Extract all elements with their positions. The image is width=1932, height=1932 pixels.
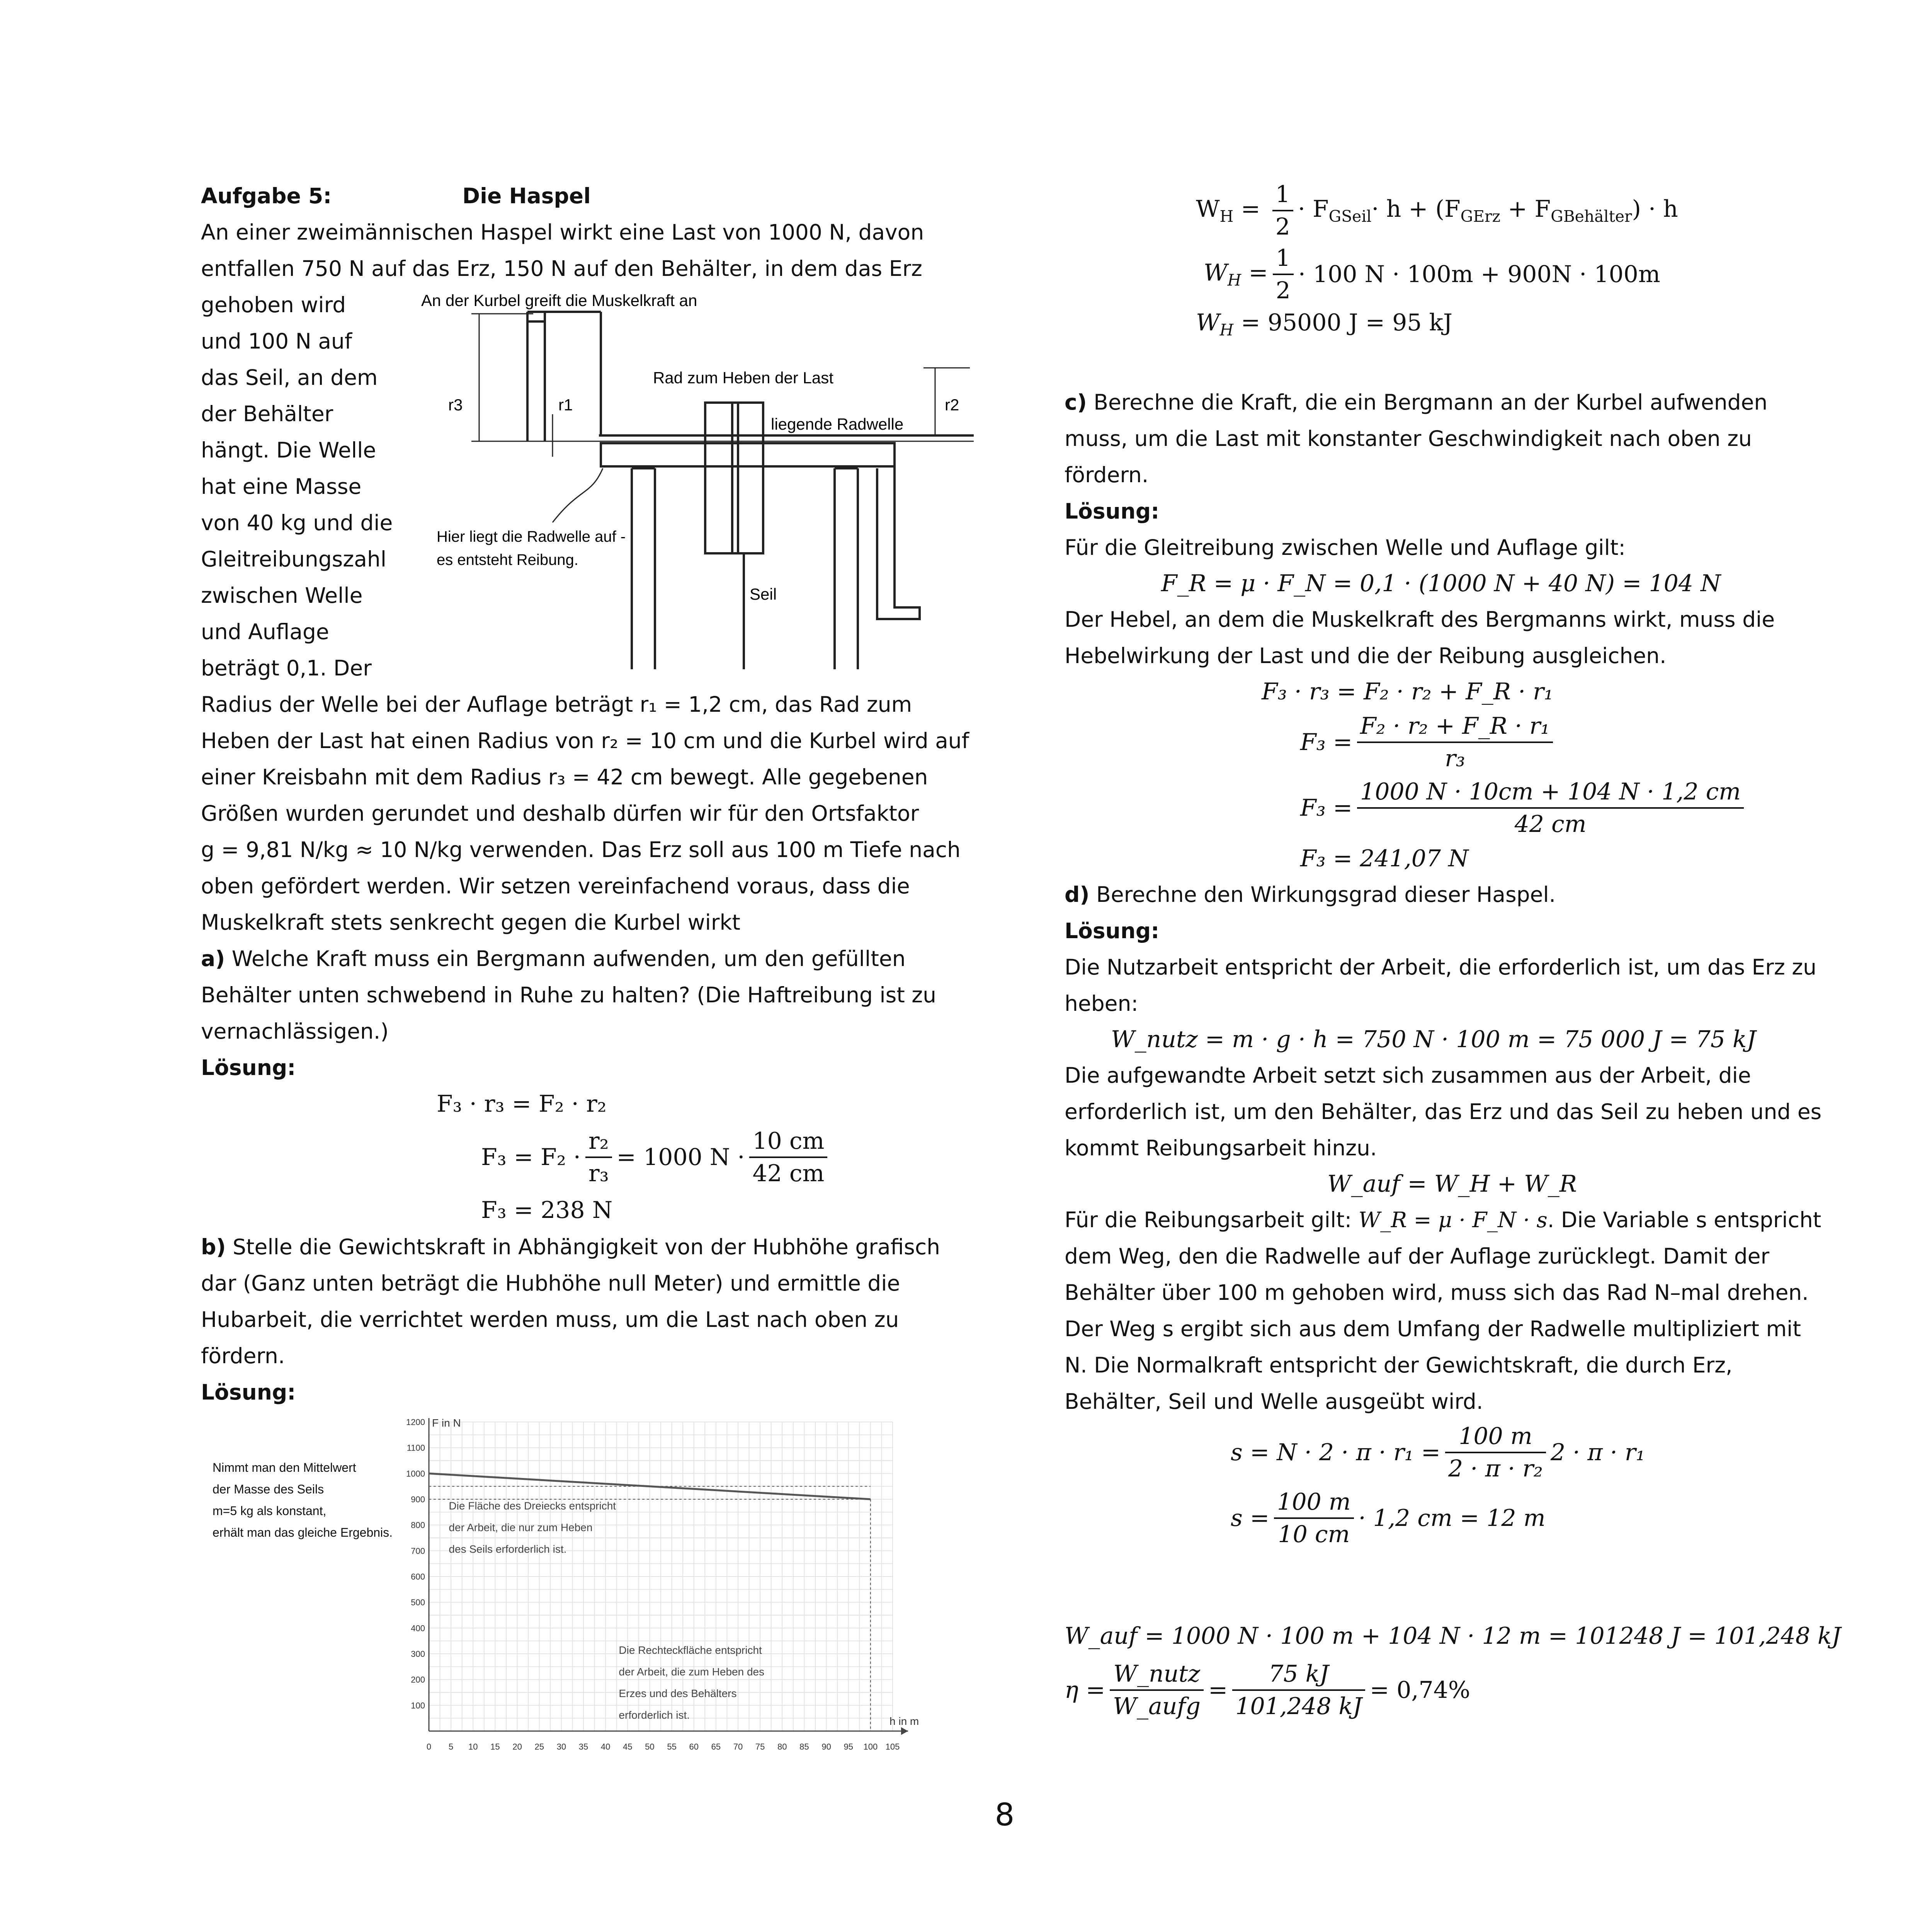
y-tick-label: 500 <box>411 1597 425 1607</box>
annotation-triangle: der Arbeit, die nur zum Heben <box>449 1521 593 1534</box>
y-tick-label: 700 <box>411 1546 425 1556</box>
x-tick-label: 90 <box>821 1742 831 1752</box>
task-line: Heben der Last hat einen Radius von r₂ = 10 cm und die Kurbel wird auf <box>201 728 969 753</box>
numerator: r₂ <box>585 1126 612 1158</box>
annotation-triangle: des Seils erforderlich ist. <box>449 1543 567 1555</box>
equation <box>1262 709 1833 775</box>
equation-part: F₃ = <box>1300 729 1353 756</box>
equation: W_auf = W_H + W_R <box>1327 1170 1577 1197</box>
wrap-line: zwischen Welle <box>201 583 363 608</box>
text-part: Für die Reibungsarbeit gilt: <box>1065 1208 1359 1232</box>
subscript: GErz <box>1460 207 1501 226</box>
y-tick-label: 600 <box>411 1572 425 1582</box>
equation <box>1196 303 1833 349</box>
denominator: 42 cm <box>1514 811 1587 838</box>
part-d-text: Der Weg s ergibt sich aus dem Umfang der Radwelle multipliziert mit <box>1065 1316 1801 1341</box>
label-auflage: es entsteht Reibung. <box>437 551 578 568</box>
equation-part: F₃ = F₂ · <box>481 1144 581 1171</box>
part-d-text <box>1065 1202 1833 1238</box>
numerator: 75 kJ <box>1232 1658 1365 1691</box>
equation <box>1231 1420 1833 1485</box>
x-axis-arrow <box>901 1727 908 1735</box>
support-left <box>632 468 655 669</box>
x-tick-label: 100 <box>863 1742 878 1752</box>
part-d-text: kommt Reibungsarbeit hinzu. <box>1065 1136 1377 1160</box>
x-tick-label: 0 <box>426 1742 432 1752</box>
equation: F₃ · r₃ = F₂ · r₂ <box>437 1090 607 1117</box>
equation-part: · 1,2 cm = 12 m <box>1358 1505 1546 1532</box>
part-c-line: muss, um die Last mit konstanter Geschwindigkeit nach oben zu <box>1065 426 1752 451</box>
inline-equation: W_R = μ · F_N · s <box>1358 1208 1548 1232</box>
denominator: r₃ <box>588 1160 609 1187</box>
equation-part: 2 · π · r₁ <box>1550 1439 1645 1466</box>
part-c-line: fördern. <box>1065 463 1149 487</box>
task-line: g = 9,81 N/kg ≈ 10 N/kg verwenden. Das Erz soll aus 100 m Tiefe nach <box>201 837 961 862</box>
shaft-shape <box>601 443 895 466</box>
equation-part: = 1000 N · <box>616 1144 745 1171</box>
numerator: 100 m <box>1445 1421 1546 1453</box>
wrap-line: hängt. Die Welle <box>201 438 376 463</box>
denominator: W_aufg <box>1113 1693 1201 1720</box>
y-axis-label: F in N <box>432 1417 461 1429</box>
subscript: GBehälter <box>1551 207 1632 226</box>
note-line: m=5 kg als konstant, <box>213 1504 327 1518</box>
equation-part: + F <box>1500 196 1551 223</box>
x-tick-label: 20 <box>512 1742 522 1752</box>
y-tick-label: 100 <box>411 1701 425 1711</box>
denominator: 101,248 kJ <box>1235 1693 1362 1720</box>
x-tick-label: 10 <box>468 1742 478 1752</box>
fraction <box>1445 1421 1546 1484</box>
equation-part: = <box>1208 1677 1228 1704</box>
wrap-line: von 40 kg und die <box>201 510 393 535</box>
x-tick-label: 75 <box>755 1742 765 1752</box>
equation-part: W <box>1204 259 1228 286</box>
x-tick-label: 30 <box>556 1742 566 1752</box>
label-auflage: Hier liegt die Radwelle auf - <box>437 528 626 545</box>
equation-part: · F <box>1298 196 1329 223</box>
part-c-text: Der Hebel, an dem die Muskelkraft des Bergmanns wirkt, muss die <box>1065 607 1775 632</box>
label-seil: Seil <box>750 585 777 603</box>
force-height-chart <box>394 1410 951 1770</box>
equation: F_R = μ · F_N = 0,1 · (1000 N + 40 N) = 104 N <box>1161 570 1721 597</box>
y-tick-label: 1100 <box>406 1443 425 1453</box>
x-tick-label: 45 <box>623 1742 633 1752</box>
part-a-equations <box>201 1086 970 1229</box>
intro-line: entfallen 750 N auf das Erz, 150 N auf den Behälter, in dem das Erz <box>201 256 922 281</box>
fraction <box>1272 179 1293 242</box>
label-r2: r2 <box>945 396 959 414</box>
part-d-line: Berechne den Wirkungsgrad dieser Haspel. <box>1089 882 1556 907</box>
part-a-solution-label: Lösung: <box>201 1055 296 1080</box>
note-line: erhält man das gleiche Ergebnis. <box>213 1526 393 1539</box>
part-d-text: N. Die Normalkraft entspricht der Gewichtskraft, die durch Erz, <box>1065 1353 1733 1378</box>
subscript: H <box>1219 321 1234 339</box>
x-tick-label: 25 <box>534 1742 544 1752</box>
x-tick-label: 50 <box>645 1742 655 1752</box>
equation: F₃ · r₃ = F₂ · r₂ + F_R · r₁ <box>1262 678 1553 705</box>
task-number: Aufgabe 5: <box>201 184 332 208</box>
part-c-line: Berechne die Kraft, die ein Bergmann an der Kurbel aufwenden <box>1087 390 1768 415</box>
part-c-text: Hebelwirkung der Last und die der Reibung ausgleichen. <box>1065 643 1667 668</box>
x-tick-label: 35 <box>578 1742 588 1752</box>
part-b-line: dar (Ganz unten beträgt die Hubhöhe null Meter) und ermittle die <box>201 1271 900 1296</box>
y-tick-label: 800 <box>411 1520 425 1530</box>
task-line: Radius der Welle bei der Auflage beträgt r₁ = 1,2 cm, das Rad zum <box>201 692 912 717</box>
eta-equation <box>1065 1655 1833 1725</box>
denominator: 10 cm <box>1278 1521 1350 1548</box>
haspel-diagram <box>417 287 974 673</box>
x-tick-label: 40 <box>600 1742 611 1752</box>
part-c-text: Für die Gleitreibung zwischen Welle und Auflage gilt: <box>1065 535 1626 560</box>
x-tick-label: 65 <box>711 1742 721 1752</box>
y-tick-label: 1200 <box>406 1417 425 1427</box>
subscript: H <box>1219 207 1234 226</box>
equation: F₃ = 241,07 N <box>1300 845 1469 872</box>
denominator: 2 · π · r₂ <box>1448 1455 1543 1482</box>
y-tick-label: 1000 <box>406 1469 425 1479</box>
part-d-text: heben: <box>1065 991 1138 1016</box>
part-d-question <box>1065 876 1833 913</box>
wrap-line: und 100 N auf <box>201 329 352 354</box>
x-tick-label: 55 <box>667 1742 677 1752</box>
part-c-question <box>1065 384 1833 420</box>
subscript: H <box>1227 271 1242 289</box>
part-b-line: Stelle die Gewichtskraft in Abhängigkeit von der Hubhöhe grafisch <box>226 1235 940 1259</box>
task-line: oben gefördert werden. Wir setzen vereinfachend voraus, dass die <box>201 874 910 898</box>
equation: $W_H$ = $\frac{1}{2}$ · $F_{GSeil}\cdot h + (F_{GErz} + F_{GBehälter}) \cdot h$ <box>1196 176 1833 245</box>
part-b-line: fördern. <box>201 1344 285 1368</box>
numerator: 10 cm <box>749 1126 827 1158</box>
equation: W_auf = 1000 N · 100 m + 104 N · 12 m = 101248 J = 101,248 kJ <box>1065 1622 1841 1650</box>
part-b-question <box>201 1229 970 1265</box>
task-title: Die Haspel <box>462 184 591 208</box>
wheel-shape <box>705 403 763 553</box>
x-tick-label: 70 <box>733 1742 743 1752</box>
numerator: 1 <box>1273 243 1294 275</box>
x-tick-label: 15 <box>490 1742 500 1752</box>
equation <box>1231 1485 1833 1551</box>
chart-block <box>201 1410 970 1770</box>
label-radwelle: liegende Radwelle <box>771 415 904 433</box>
annotation-rectangle: Erzes und des Behälters <box>619 1687 737 1699</box>
part-a-question <box>201 940 970 977</box>
x-tick-label: 105 <box>885 1742 900 1752</box>
label-r3: r3 <box>448 396 463 414</box>
equation <box>437 1122 970 1192</box>
equation-part: W <box>1196 196 1220 223</box>
numerator: 1000 N · 10cm + 104 N · 1,2 cm <box>1357 776 1744 809</box>
numerator: 1 <box>1272 179 1293 211</box>
task-line: Größen wurden gerundet und deshalb dürfen wir für den Ortsfaktor <box>201 801 919 826</box>
equation-part: s = <box>1231 1505 1270 1532</box>
equation-part: · 100 N · 100m + 900N · 100m <box>1298 261 1660 288</box>
x-tick-label: 80 <box>777 1742 787 1752</box>
part-d-text: Die Nutzarbeit entspricht der Arbeit, die erforderlich ist, um das Erz zu <box>1065 955 1817 980</box>
label-r1: r1 <box>558 396 573 414</box>
x-tick-label: 95 <box>844 1742 853 1752</box>
left-column <box>201 178 970 1770</box>
part-d-label: d) <box>1065 882 1090 907</box>
wh-equations <box>1065 176 1833 349</box>
part-b-label: b) <box>201 1235 226 1259</box>
part-d-s-equations <box>1065 1420 1833 1551</box>
part-c-solution-label: Lösung: <box>1065 499 1160 524</box>
fraction <box>749 1126 827 1189</box>
label-rad: Rad zum Heben der Last <box>653 369 833 387</box>
equation-part: η = <box>1065 1677 1105 1704</box>
fraction <box>1232 1658 1365 1722</box>
chart-note <box>213 1457 393 1543</box>
fraction <box>1110 1658 1204 1722</box>
annotation-triangle: Die Fläche des Dreiecks entspricht <box>449 1500 616 1512</box>
right-column <box>1065 176 1841 1725</box>
part-a-line: Behälter unten schwebend in Ruhe zu halten? (Die Haftreibung ist zu <box>201 983 937 1007</box>
part-d-text: erforderlich ist, um den Behälter, das Erz und das Seil zu heben und es <box>1065 1099 1822 1124</box>
label-kurbel: An der Kurbel greift die Muskelkraft an <box>421 291 697 310</box>
annotation-rectangle: Die Rechteckfläche entspricht <box>619 1644 762 1656</box>
wrap-line: der Behälter <box>201 401 333 426</box>
wrap-block <box>201 287 970 686</box>
part-d-solution-label: Lösung: <box>1065 918 1160 943</box>
part-a-line: Welche Kraft muss ein Bergmann aufwenden, um den gefüllten <box>225 946 906 971</box>
wrap-line: hat eine Masse <box>201 474 362 499</box>
intro-line: An einer zweimännischen Haspel wirkt eine Last von 1000 N, davon <box>201 220 924 245</box>
numerator: 100 m <box>1274 1486 1354 1519</box>
part-b-line: Hubarbeit, die verrichtet werden muss, um die Last nach oben zu <box>201 1307 899 1332</box>
part-a-label: a) <box>201 946 225 971</box>
task-line: einer Kreisbahn mit dem Radius r₃ = 42 cm bewegt. Alle gegebenen <box>201 765 928 789</box>
x-axis-label: h in m <box>889 1715 919 1727</box>
wrap-line: beträgt 0,1. Der <box>201 656 372 680</box>
fraction <box>585 1126 612 1189</box>
part-d-text: dem Weg, den die Radwelle auf der Auflage zurücklegt. Damit der <box>1065 1244 1770 1269</box>
part-a-line: vernachlässigen.) <box>201 1019 389 1044</box>
wrap-line: das Seil, an dem <box>201 365 378 390</box>
equation-part: = 95000 J = 95 kJ <box>1241 309 1452 336</box>
fraction <box>1274 1486 1354 1550</box>
y-tick-label: 300 <box>411 1649 425 1659</box>
x-tick-label: 85 <box>799 1742 809 1752</box>
numerator: W_nutz <box>1110 1658 1204 1691</box>
numerator: F₂ · r₂ + F_R · r₁ <box>1357 711 1553 743</box>
equation <box>1262 775 1833 841</box>
task-heading <box>201 178 970 214</box>
fraction <box>1273 243 1294 306</box>
annotation-rectangle: erforderlich ist. <box>619 1709 690 1721</box>
y-tick-label: 900 <box>411 1495 425 1504</box>
wrap-line: und Auflage <box>201 619 329 644</box>
equation-part: F₃ = <box>1300 794 1353 821</box>
equation: $W_H$ = $\frac{1}{2}$ · 100 N · 100m + 900N · 100m <box>1196 245 1833 303</box>
text-part: . Die Variable s entspricht <box>1547 1208 1821 1232</box>
fraction <box>1357 776 1744 840</box>
y-tick-label: 200 <box>411 1675 425 1685</box>
task-line: Muskelkraft stets senkrecht gegen die Kurbel wirkt <box>201 910 740 935</box>
part-b-solution-label: Lösung: <box>201 1380 296 1405</box>
crank-shape <box>527 312 601 441</box>
part-d-text: Behälter über 100 m gehoben wird, muss sich das Rad N–mal drehen. <box>1065 1280 1809 1305</box>
page-number: 8 <box>995 1797 1015 1833</box>
equation-part: W <box>1196 309 1220 336</box>
denominator: 2 <box>1275 213 1290 240</box>
part-c-equations <box>1065 674 1833 876</box>
equation: W_nutz = m · g · h = 750 N · 100 m = 75 000 J = 75 kJ <box>1111 1026 1756 1053</box>
part-c-label: c) <box>1065 390 1087 415</box>
denominator: r₃ <box>1445 745 1465 772</box>
denominator: 42 cm <box>752 1160 825 1187</box>
part-d-text: Behälter, Seil und Welle ausgeübt wird. <box>1065 1389 1483 1414</box>
wrap-line: gehoben wird <box>201 293 346 317</box>
support-right <box>835 468 858 669</box>
equation-part: = 0,74% <box>1369 1677 1470 1704</box>
y-tick-label: 400 <box>411 1623 425 1633</box>
note-line: Nimmt man den Mittelwert <box>213 1461 356 1475</box>
part-d-text: Die aufgewandte Arbeit setzt sich zusammen aus der Arbeit, die <box>1065 1063 1751 1088</box>
annotation-rectangle: der Arbeit, die zum Heben des <box>619 1666 765 1678</box>
wrap-line: Gleitreibungszahl <box>201 547 387 571</box>
note-line: der Masse des Seils <box>213 1482 324 1496</box>
denominator: 2 <box>1276 277 1291 304</box>
equation-part: · h + (F <box>1371 196 1461 223</box>
equation: F₃ = 238 N <box>481 1197 613 1224</box>
x-tick-label: 5 <box>449 1742 454 1752</box>
equation-part: ) · h <box>1632 196 1678 223</box>
equation-part: s = N · 2 · π · r₁ = <box>1231 1439 1441 1466</box>
subscript: GSeil <box>1328 207 1372 226</box>
x-tick-label: 60 <box>689 1742 699 1752</box>
fraction <box>1357 711 1553 774</box>
